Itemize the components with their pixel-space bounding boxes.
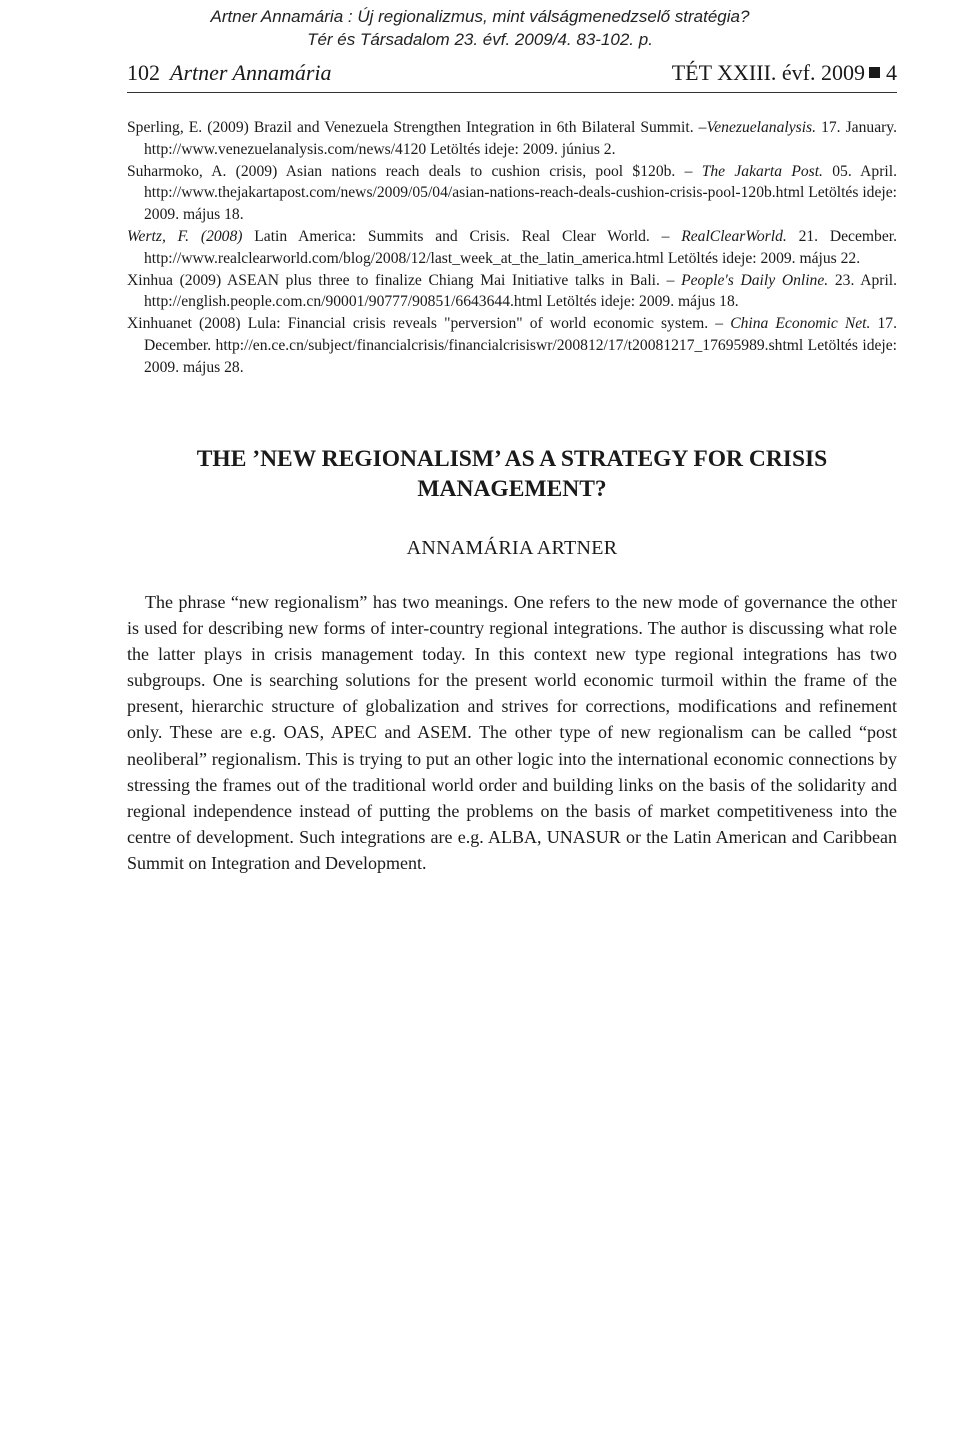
issue-number: 4 xyxy=(886,60,897,85)
article-title-line-1: THE ’NEW REGIONALISM’ AS A STRATEGY FOR CRISIS xyxy=(196,446,828,472)
running-head xyxy=(127,58,897,93)
black-square-icon xyxy=(869,67,880,78)
citation-line-2: Tér és Társadalom 23. évf. 2009/4. 83-102. p. xyxy=(307,30,653,49)
reference-item: Suharmoko, A. (2009) Asian nations reach deals to cushion crisis, pool $120b. – The Jakarta Post. 05. April. http://www.thejakartapost.com/news/2009/05/04/asian-nations-reach-deals-cushion-crisis-pool-120b.html Letöltés ideje: 2009. május 18. xyxy=(127,162,897,224)
article-title-line-2: MANAGEMENT? xyxy=(417,476,607,502)
article-title xyxy=(127,444,897,504)
reference-item: Wertz, F. (2008) Latin America: Summits and Crisis. Real Clear World. – RealClearWorld. 21. December. http://www.realclearworld.com/blog/2008/12/last_week_at_the_latin_america.html Letöltés ideje: 2009. május 22. xyxy=(127,227,897,267)
page-number: 102 xyxy=(127,60,160,85)
abstract-text: The phrase “new regionalism” has two meanings. One refers to the new mode of governance the other is used for describing new forms of inter-country regional integrations. The author is discussing what role the latter plays in crisis management today. In this context new type regional integrations has two subgroups. One is searching solutions for the present world economic turmoil within the frame of the present, hierarchic structure of globalization and strives for corrections, modifications and refinement only. These are e.g. OAS, APEC and ASEM. The other type of new regionalism can be called “post neoliberal” regionalism. This is trying to put an other logic into the international economic connections by stressing the frames out of the traditional world order and building links on the basis of the solidarity and regional independence instead of putting the problems on the basis of market competitiveness into the centre of development. Such integrations are e.g. ALBA, UNASUR or the Latin American and Caribbean Summit on Integration and Development. xyxy=(127,592,897,873)
citation-line-1: Artner Annamária : Új regionalizmus, mint válságmenedzselő stratégia? xyxy=(210,7,750,26)
reference-item: Sperling, E. (2009) Brazil and Venezuela Strengthen Integration in 6th Bilateral Summit. –Venezuelanalysis. 17. January. http://www.venezuelanalysis.com/news/4120 Letöltés ideje: 2009. június 2. xyxy=(127,119,897,158)
reference-item: Xinhua (2009) ASEAN plus three to finalize Chiang Mai Initiative talks in Bali. – People's Daily Online. 23. April. http://english.people.com.cn/90001/90777/90851/6643644.html Letöltés ideje: 2009. május 18. xyxy=(127,271,898,311)
running-head-author: Artner Annamária xyxy=(170,60,332,85)
running-head-right xyxy=(672,58,897,88)
reference-list xyxy=(127,117,897,379)
running-head-left xyxy=(127,58,332,88)
citation-header xyxy=(0,5,960,51)
article-author: ANNAMÁRIA ARTNER xyxy=(406,537,618,559)
journal-name: TÉT XXIII. évf. 2009 xyxy=(671,60,865,85)
reference-item: Xinhuanet (2008) Lula: Financial crisis reveals "perversion" of world economic system. – China Economic Net. 17. December. http://en.ce.cn/subject/financialcrisis/financialcrisiswr/200812/17/t20081217_17695989.shtml Letöltés ideje: 2009. május 28. xyxy=(127,315,897,376)
